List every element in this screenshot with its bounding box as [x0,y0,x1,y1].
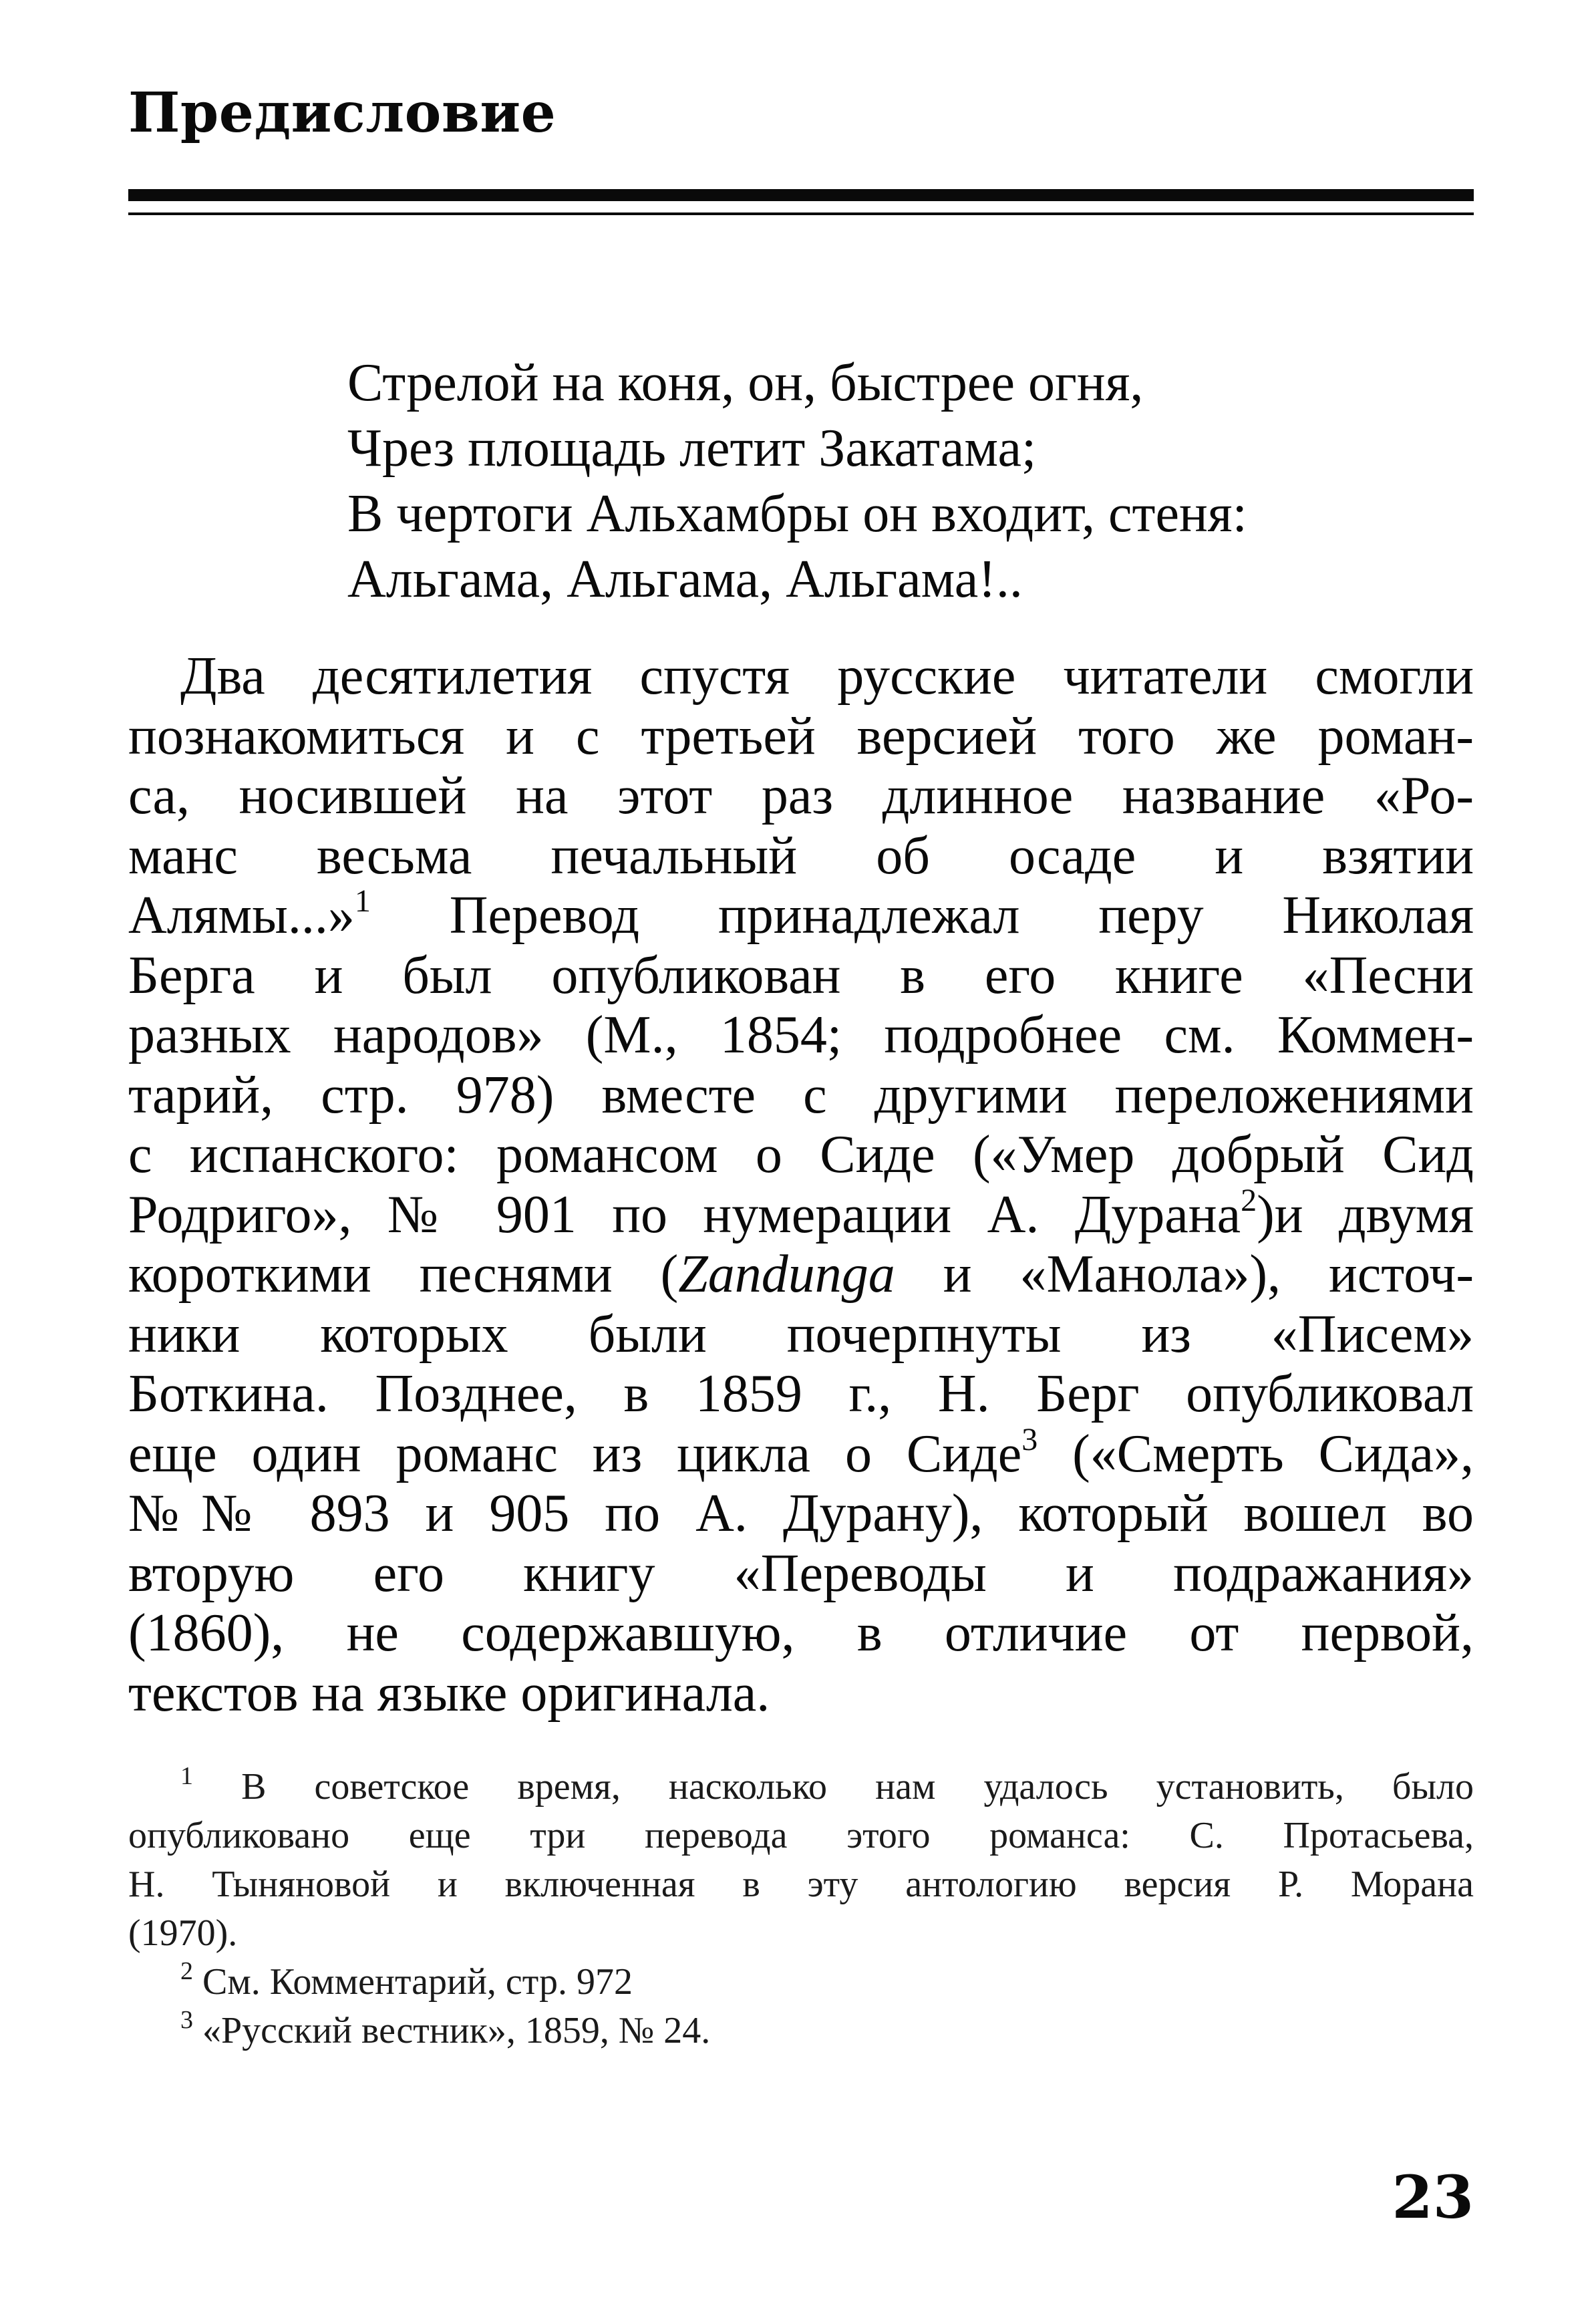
paragraph-line: Берга и был опубликован в его книге «Песни [128,946,1474,1005]
paragraph-line: Два десятилетия спустя русские читатели смогли [180,647,1474,706]
paragraph-line: (1860), не содержавшую, в отличие от первой, [128,1604,1474,1662]
line-text: Алямы...» [128,886,355,945]
paragraph-line [128,1421,1474,1485]
line-text: короткими песнями ( [128,1245,679,1304]
italic-title: Zandunga [678,1245,895,1304]
footnote-text: «Русский вестник», 1859, № 24. [193,2010,711,2051]
footnote-ref: 3 [1021,1421,1038,1457]
footnote-mark: 2 [180,1957,193,1985]
line-text: Родриго», № 901 по нумерации А. Дурана [128,1185,1241,1244]
line-text: еще один романс из цикла о Сиде [128,1424,1022,1483]
paragraph-line: вторую его книгу «Переводы и подражания» [128,1544,1474,1603]
paragraph-line: текстов на языке оригинала. [128,1663,770,1723]
verse-epigraph [347,350,1247,612]
line-text: )и двумя [1257,1185,1474,1244]
paragraph-line: са, носившей на этот раз длинное название «Ро- [128,766,1474,825]
heading-rule-thick [128,189,1474,201]
footnote-mark: 1 [180,1762,193,1790]
line-text: Перевод принадлежал перу Николая [370,886,1474,945]
footnote-text: В советское время, насколько нам удалось установить, было [193,1766,1474,1807]
footnote-1 [128,1763,1474,1811]
paragraph-line [128,1245,1474,1305]
line-text: и «Манола»), источ- [895,1245,1474,1304]
verse-line: В чертоги Альхамбры он входит, стеня: [347,484,1247,543]
footnote-line: (1970). [128,1912,238,1954]
paragraph-line: познакомиться и с третьей версией того же роман- [128,706,1474,766]
paragraph-line: тарий, стр. 978) вместе с другими переложениями [128,1065,1474,1125]
footnote-line: Н. Тыняновой и включенная в эту антологию версия Р. Морана [128,1864,1474,1905]
paragraph-line [128,883,1474,946]
paragraph-line: манс весьма печальный об осаде и взятии [128,826,1474,885]
paragraph-line: с испанского: романсом о Сиде («Умер добрый Сид [128,1125,1474,1184]
footnote-3 [128,2007,1474,2055]
footnote-text: См. Комментарий, стр. 972 [193,1961,633,2003]
footnotes [128,1763,1474,2055]
paragraph-line: разных народов» (М., 1854; подробнее см. Коммен- [128,1006,1474,1064]
body-paragraph [128,647,1474,1723]
footnote-ref: 1 [354,883,371,919]
paragraph-line: ники которых были почерпнуты из «Писем» [128,1304,1474,1364]
section-heading: Предисловие [128,81,556,145]
footnote-2 [128,1958,1474,2007]
page-number: 23 [1392,2162,1474,2232]
verse-line: Альгама, Альгама, Альгама!.. [347,550,1023,609]
footnote-ref: 2 [1241,1182,1257,1218]
paragraph-line: №№ 893 и 905 по А. Дурану), который вошел во [128,1484,1474,1543]
verse-line: Чрез площадь летит Закатама; [347,419,1037,478]
heading-rule-thin [128,212,1474,215]
line-text: («Смерть Сида», [1038,1424,1474,1483]
footnote-mark: 3 [180,2006,193,2034]
footnote-line: опубликовано еще три перевода этого романса: С. Протасьева, [128,1815,1474,1856]
paragraph-line [128,1182,1474,1246]
paragraph-line: Боткина. Позднее, в 1859 г., Н. Берг опубликовал [128,1364,1474,1423]
verse-line: Стрелой на коня, он, быстрее огня, [347,353,1144,412]
